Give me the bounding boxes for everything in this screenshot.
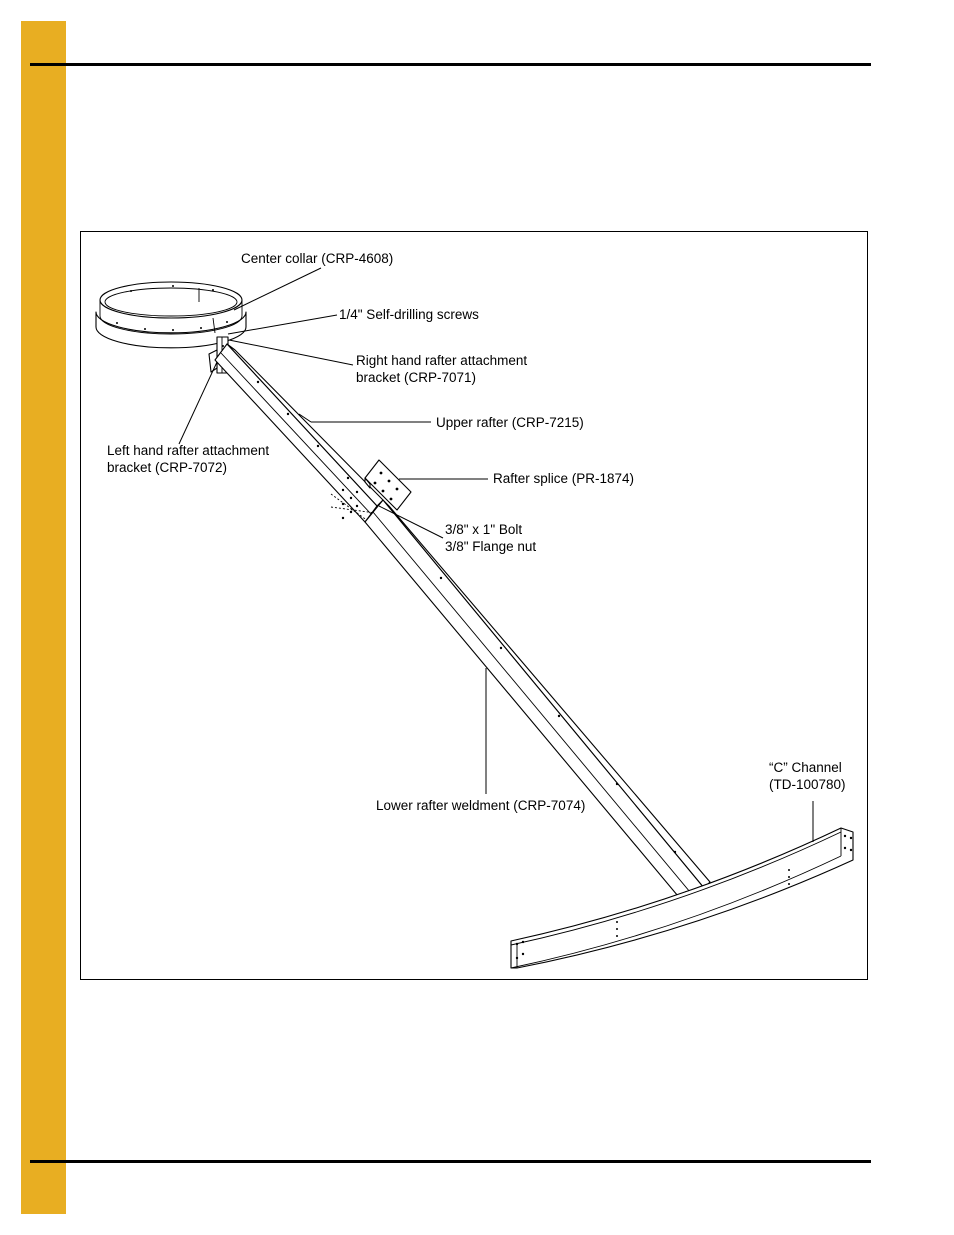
lower-rafter-weldment [365, 500, 717, 908]
label-c-channel-line2: (TD-100780) [769, 777, 846, 792]
label-right-bracket-line2: bracket (CRP-7071) [356, 370, 477, 385]
rafter-assembly-figure [80, 231, 868, 980]
label-rafter-splice: Rafter splice (PR-1874) [493, 471, 635, 486]
footer-rule [30, 1160, 871, 1163]
label-left-bracket-line2: bracket (CRP-7072) [107, 460, 228, 475]
rafter-assembly-diagram [81, 232, 869, 981]
label-right-bracket-line1: Right hand rafter attachment [356, 353, 528, 368]
label-center-collar: Center collar (CRP-4608) [241, 251, 394, 266]
header-rule [30, 63, 871, 66]
label-screws: 1/4" Self-drilling screws [339, 307, 479, 322]
label-bolt: 3/8" x 1" Bolt [445, 522, 523, 537]
label-lower-rafter: Lower rafter weldment (CRP-7074) [376, 798, 586, 813]
label-flange-nut: 3/8" Flange nut [445, 539, 537, 554]
label-left-bracket-line1: Left hand rafter attachment [107, 443, 270, 458]
side-tab [21, 21, 66, 1214]
label-upper-rafter: Upper rafter (CRP-7215) [436, 415, 584, 430]
label-c-channel-line1: “C” Channel [769, 760, 842, 775]
